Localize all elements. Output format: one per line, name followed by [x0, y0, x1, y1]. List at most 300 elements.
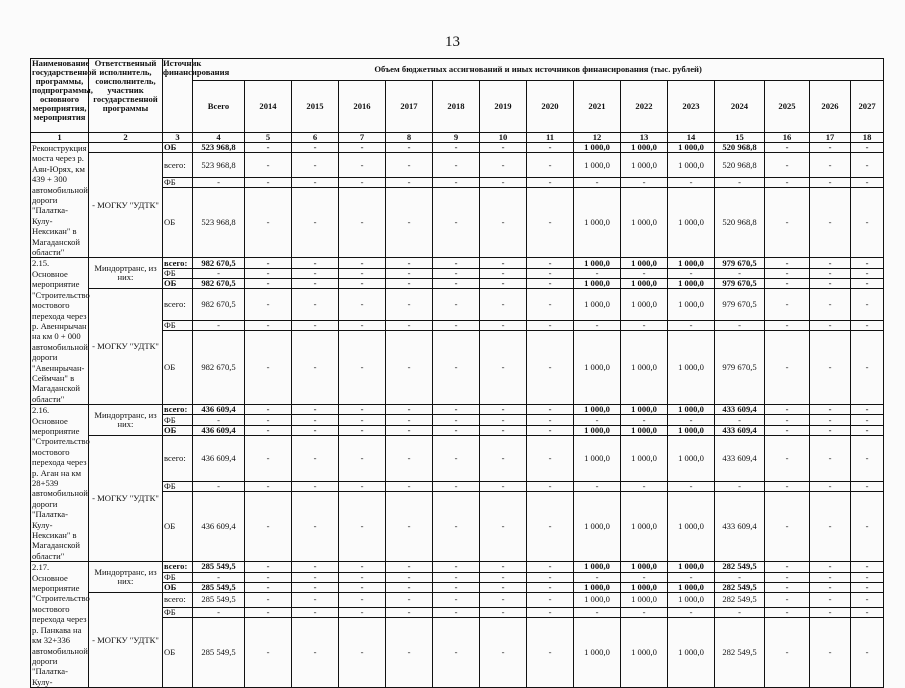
year-value-cell: 1 000,0 [621, 188, 668, 258]
source-cell: всего: [163, 593, 193, 608]
year-value-cell: - [574, 268, 621, 278]
year-value-cell: 1 000,0 [668, 258, 715, 268]
year-value-cell: - [810, 289, 851, 321]
year-value-cell: 1 000,0 [668, 618, 715, 688]
year-value-cell: 1 000,0 [621, 331, 668, 405]
year-value-cell: - [245, 415, 292, 425]
year-value-cell: - [433, 153, 480, 178]
year-value-cell: - [810, 143, 851, 153]
year-value-cell: - [386, 562, 433, 572]
year-value-cell: - [386, 572, 433, 582]
year-value-cell: 1 000,0 [574, 258, 621, 268]
year-value-cell: - [527, 618, 574, 688]
year-value-cell: 1 000,0 [574, 492, 621, 562]
year-value-cell: - [480, 331, 527, 405]
year-value-cell: - [386, 492, 433, 562]
year-value-cell: 1 000,0 [621, 153, 668, 178]
year-value-cell: 1 000,0 [668, 425, 715, 435]
measure-name: 2.15. Основное мероприятие "Строительство мостового перехода через р. Авеннрычан на км 0 + 000 автомобильной дороги "Авеннрычан-Сеймчан" в Магаданской области" [32, 258, 90, 404]
year-value-cell: - [574, 178, 621, 188]
year-value-cell: - [621, 607, 668, 617]
year-value-cell: - [386, 425, 433, 435]
source-cell: ФБ [163, 481, 193, 491]
year-value-cell: - [292, 268, 339, 278]
year-value-cell: - [292, 607, 339, 617]
year-value-cell: - [245, 279, 292, 289]
header-total: Всего [193, 81, 245, 133]
measure-name: 2.17. Основное мероприятие "Строительство мостового перехода через р. Панкава на км 32+336 автомобильной дороги "Палатка-Кулу- [32, 562, 90, 687]
year-value-cell: - [245, 331, 292, 405]
year-value-cell: 520 968,8 [715, 188, 765, 258]
year-value-cell: - [765, 425, 810, 435]
total-cell: - [193, 607, 245, 617]
year-value-cell: 1 000,0 [574, 562, 621, 572]
year-value-cell: 282 549,5 [715, 618, 765, 688]
year-value-cell: - [292, 582, 339, 592]
year-value-cell: - [433, 425, 480, 435]
year-value-cell: - [292, 279, 339, 289]
year-value-cell: - [810, 481, 851, 491]
year-value-cell: - [765, 405, 810, 415]
year-value-cell: - [433, 436, 480, 482]
total-cell: 285 549,5 [193, 562, 245, 572]
year-value-cell: - [433, 143, 480, 153]
year-value-cell: - [386, 153, 433, 178]
year-value-cell: - [245, 562, 292, 572]
year-value-cell: - [810, 258, 851, 268]
year-value-cell: - [339, 143, 386, 153]
year-value-cell: 282 549,5 [715, 582, 765, 592]
total-cell: - [193, 268, 245, 278]
year-value-cell: - [480, 572, 527, 582]
year-value-cell: 1 000,0 [574, 425, 621, 435]
year-value-cell: - [851, 279, 884, 289]
year-value-cell: - [765, 582, 810, 592]
year-value-cell: - [386, 143, 433, 153]
year-value-cell: - [339, 425, 386, 435]
year-value-cell: - [810, 607, 851, 617]
year-value-cell: - [851, 593, 884, 608]
source-cell: ОБ [163, 582, 193, 592]
year-value-cell: - [527, 562, 574, 572]
year-value-cell: 1 000,0 [621, 618, 668, 688]
year-value-cell: - [339, 618, 386, 688]
year-value-cell: - [621, 572, 668, 582]
year-value-cell: - [292, 289, 339, 321]
column-number: 3 [163, 133, 193, 143]
year-value-cell: - [810, 405, 851, 415]
year-value-cell: - [339, 405, 386, 415]
year-value-cell: - [386, 618, 433, 688]
year-value-cell: - [386, 331, 433, 405]
year-value-cell: - [527, 607, 574, 617]
year-value-cell: - [765, 289, 810, 321]
year-value-cell: - [527, 415, 574, 425]
year-value-cell: - [810, 618, 851, 688]
year-value-cell: - [765, 593, 810, 608]
year-value-cell: 1 000,0 [621, 289, 668, 321]
year-value-cell: - [480, 188, 527, 258]
total-cell: - [193, 178, 245, 188]
year-value-cell: 1 000,0 [668, 153, 715, 178]
measure-name: 2.16. Основное мероприятие "Строительство мостового перехода через р. Аган на км 28+539 автомобильной дороги "Палатка-Кулу-Нексикан" в Магаданской области" [32, 405, 90, 561]
year-value-cell: - [851, 320, 884, 330]
year-value-cell: 1 000,0 [668, 188, 715, 258]
year-value-cell: - [851, 289, 884, 321]
header-year: 2018 [433, 81, 480, 133]
source-cell: всего: [163, 436, 193, 482]
year-value-cell: - [480, 481, 527, 491]
year-value-cell: - [527, 436, 574, 482]
year-value-cell: - [851, 425, 884, 435]
table-row [31, 436, 884, 482]
source-cell: всего: [163, 562, 193, 572]
year-value-cell: - [339, 320, 386, 330]
source-cell: ОБ [163, 331, 193, 405]
year-value-cell: - [339, 153, 386, 178]
year-value-cell: - [292, 572, 339, 582]
year-value-cell: - [480, 153, 527, 178]
year-value-cell: - [810, 415, 851, 425]
year-value-cell: - [480, 582, 527, 592]
header-year: 2015 [292, 81, 339, 133]
year-value-cell: - [292, 320, 339, 330]
year-value-cell: - [292, 425, 339, 435]
year-value-cell: - [765, 268, 810, 278]
column-number: 14 [668, 133, 715, 143]
year-value-cell: 1 000,0 [574, 436, 621, 482]
year-value-cell: - [292, 331, 339, 405]
year-value-cell: - [480, 492, 527, 562]
column-number: 9 [433, 133, 480, 143]
year-value-cell: - [765, 178, 810, 188]
year-value-cell: - [668, 320, 715, 330]
year-value-cell: - [292, 188, 339, 258]
year-value-cell: - [339, 415, 386, 425]
year-value-cell: - [480, 436, 527, 482]
year-value-cell: - [668, 572, 715, 582]
header-source: Источник финансирования [163, 59, 193, 133]
year-value-cell: - [851, 188, 884, 258]
year-value-cell: - [386, 289, 433, 321]
column-number: 7 [339, 133, 386, 143]
year-value-cell: - [245, 481, 292, 491]
year-value-cell: - [245, 492, 292, 562]
year-value-cell: - [621, 268, 668, 278]
source-cell: ФБ [163, 415, 193, 425]
year-value-cell: - [245, 572, 292, 582]
year-value-cell: 1 000,0 [668, 593, 715, 608]
year-value-cell: - [527, 582, 574, 592]
year-value-cell: - [527, 289, 574, 321]
year-value-cell: - [292, 562, 339, 572]
year-value-cell: - [851, 582, 884, 592]
year-value-cell: - [851, 258, 884, 268]
header-year: 2016 [339, 81, 386, 133]
year-value-cell: - [433, 582, 480, 592]
total-cell: 523 968,8 [193, 188, 245, 258]
year-value-cell: - [810, 188, 851, 258]
source-cell: ФБ [163, 178, 193, 188]
total-cell: - [193, 415, 245, 425]
year-value-cell: - [851, 607, 884, 617]
year-value-cell: - [810, 582, 851, 592]
total-cell: 285 549,5 [193, 618, 245, 688]
source-cell: ОБ [163, 492, 193, 562]
year-value-cell: - [765, 492, 810, 562]
year-value-cell: 1 000,0 [621, 279, 668, 289]
year-value-cell: - [339, 572, 386, 582]
column-number: 17 [810, 133, 851, 143]
year-value-cell: 1 000,0 [668, 143, 715, 153]
total-cell: - [193, 572, 245, 582]
year-value-cell: - [339, 593, 386, 608]
year-value-cell: - [480, 425, 527, 435]
year-value-cell: - [851, 415, 884, 425]
year-value-cell: - [765, 279, 810, 289]
year-value-cell: - [810, 178, 851, 188]
total-cell: - [193, 481, 245, 491]
year-value-cell: - [668, 178, 715, 188]
year-value-cell: - [480, 258, 527, 268]
table-row [31, 153, 884, 178]
source-cell: всего: [163, 153, 193, 178]
year-value-cell: - [433, 481, 480, 491]
year-value-cell: - [433, 405, 480, 415]
year-value-cell: - [339, 436, 386, 482]
year-value-cell: - [339, 582, 386, 592]
year-value-cell: - [574, 320, 621, 330]
year-value-cell: - [245, 618, 292, 688]
column-number: 5 [245, 133, 292, 143]
year-value-cell: - [433, 593, 480, 608]
source-cell: ФБ [163, 607, 193, 617]
year-value-cell: - [851, 492, 884, 562]
year-value-cell: - [292, 436, 339, 482]
year-value-cell: - [851, 572, 884, 582]
header-name: Наименование государственной программы, подпрограммы, основного мероприятия, мероприятия [31, 59, 89, 133]
year-value-cell: 1 000,0 [574, 143, 621, 153]
year-value-cell: - [386, 405, 433, 415]
table-row [31, 562, 884, 572]
year-value-cell: 520 968,8 [715, 143, 765, 153]
year-value-cell: - [527, 279, 574, 289]
year-value-cell: - [339, 331, 386, 405]
year-value-cell: - [480, 289, 527, 321]
sub-executor: - МОГКУ "УДТК" [89, 436, 163, 562]
year-value-cell: - [245, 320, 292, 330]
year-value-cell: - [715, 320, 765, 330]
source-cell: ОБ [163, 425, 193, 435]
year-value-cell: - [765, 562, 810, 572]
lead-executor: Миндортранс, из них: [89, 562, 163, 593]
year-value-cell: - [527, 492, 574, 562]
year-value-cell: - [527, 405, 574, 415]
header-year: 2020 [527, 81, 574, 133]
year-value-cell: 433 609,4 [715, 436, 765, 482]
year-value-cell: - [386, 607, 433, 617]
year-value-cell: - [810, 268, 851, 278]
header-year: 2021 [574, 81, 621, 133]
sub-executor: - МОГКУ "УДТК" [89, 153, 163, 258]
year-value-cell: - [245, 425, 292, 435]
year-value-cell: - [433, 607, 480, 617]
year-value-cell: 1 000,0 [621, 562, 668, 572]
column-number: 10 [480, 133, 527, 143]
year-value-cell: - [433, 618, 480, 688]
year-value-cell: - [292, 618, 339, 688]
year-value-cell: - [386, 481, 433, 491]
year-value-cell: - [527, 268, 574, 278]
total-cell: 982 670,5 [193, 279, 245, 289]
total-cell: 982 670,5 [193, 258, 245, 268]
year-value-cell: - [668, 481, 715, 491]
year-value-cell: 433 609,4 [715, 425, 765, 435]
year-value-cell: - [433, 289, 480, 321]
year-value-cell: - [245, 436, 292, 482]
year-value-cell: 1 000,0 [621, 436, 668, 482]
column-number: 8 [386, 133, 433, 143]
year-value-cell: - [480, 405, 527, 415]
total-cell: 436 609,4 [193, 405, 245, 415]
total-cell: 436 609,4 [193, 425, 245, 435]
lead-executor: Миндортранс, из них: [89, 258, 163, 289]
year-value-cell: 282 549,5 [715, 562, 765, 572]
year-value-cell: - [621, 481, 668, 491]
year-value-cell: - [292, 178, 339, 188]
year-value-cell: 1 000,0 [574, 279, 621, 289]
year-value-cell: - [433, 572, 480, 582]
source-cell: ФБ [163, 572, 193, 582]
year-value-cell: - [851, 405, 884, 415]
total-cell: - [193, 320, 245, 330]
header-year: 2024 [715, 81, 765, 133]
year-value-cell: - [527, 320, 574, 330]
year-value-cell: - [480, 178, 527, 188]
year-value-cell: - [574, 607, 621, 617]
year-value-cell: - [851, 268, 884, 278]
year-value-cell: - [810, 492, 851, 562]
year-value-cell: - [851, 331, 884, 405]
source-cell: ОБ [163, 279, 193, 289]
year-value-cell: - [527, 188, 574, 258]
year-value-cell: - [715, 415, 765, 425]
year-value-cell: - [715, 481, 765, 491]
total-cell: 523 968,8 [193, 153, 245, 178]
year-value-cell: - [765, 436, 810, 482]
year-value-cell: - [292, 258, 339, 268]
year-value-cell: - [621, 178, 668, 188]
header-year: 2019 [480, 81, 527, 133]
year-value-cell: 979 670,5 [715, 279, 765, 289]
header-year: 2023 [668, 81, 715, 133]
column-number: 2 [89, 133, 163, 143]
year-value-cell: - [621, 320, 668, 330]
source-cell: ОБ [163, 143, 193, 153]
year-value-cell: - [851, 481, 884, 491]
year-value-cell: - [765, 331, 810, 405]
year-value-cell: - [245, 405, 292, 415]
year-value-cell: - [668, 607, 715, 617]
table-row [31, 258, 884, 268]
year-value-cell: - [810, 562, 851, 572]
year-value-cell: 1 000,0 [574, 188, 621, 258]
year-value-cell: 1 000,0 [574, 593, 621, 608]
year-value-cell: - [480, 268, 527, 278]
year-value-cell: - [527, 481, 574, 491]
year-value-cell: - [433, 279, 480, 289]
year-value-cell: 1 000,0 [574, 618, 621, 688]
year-value-cell: 520 968,8 [715, 153, 765, 178]
total-cell: 436 609,4 [193, 492, 245, 562]
year-value-cell: - [810, 572, 851, 582]
header-executor: Ответственный исполнитель, соисполнитель, участник государственной программы [89, 59, 163, 133]
year-value-cell: - [339, 289, 386, 321]
year-value-cell: - [480, 562, 527, 572]
year-value-cell: - [810, 425, 851, 435]
year-value-cell: - [339, 562, 386, 572]
lead-executor: Миндортранс, из них: [89, 405, 163, 436]
year-value-cell: 1 000,0 [668, 331, 715, 405]
header-year: 2017 [386, 81, 433, 133]
year-value-cell: - [386, 258, 433, 268]
year-value-cell: - [386, 279, 433, 289]
year-value-cell: - [386, 178, 433, 188]
source-cell: всего: [163, 405, 193, 415]
source-cell: ФБ [163, 320, 193, 330]
year-value-cell: - [765, 188, 810, 258]
year-value-cell: - [810, 593, 851, 608]
year-value-cell: - [810, 436, 851, 482]
year-value-cell: - [433, 415, 480, 425]
financing-table [30, 58, 884, 688]
header-volume: Объем бюджетных ассигнований и иных источников финансирования (тыс. рублей) [193, 59, 884, 81]
year-value-cell: - [621, 415, 668, 425]
total-cell: 436 609,4 [193, 436, 245, 482]
column-number: 12 [574, 133, 621, 143]
year-value-cell: - [292, 492, 339, 562]
year-value-cell: - [527, 593, 574, 608]
year-value-cell: - [765, 618, 810, 688]
table-row [31, 289, 884, 321]
year-value-cell: - [527, 331, 574, 405]
year-value-cell: 1 000,0 [574, 153, 621, 178]
year-value-cell: - [765, 143, 810, 153]
year-value-cell: - [433, 492, 480, 562]
total-cell: 982 670,5 [193, 331, 245, 405]
year-value-cell: - [851, 153, 884, 178]
year-value-cell: - [851, 562, 884, 572]
year-value-cell: - [765, 607, 810, 617]
column-number: 18 [851, 133, 884, 143]
year-value-cell: - [292, 405, 339, 415]
year-value-cell: - [715, 178, 765, 188]
year-value-cell: - [245, 289, 292, 321]
year-value-cell: 979 670,5 [715, 331, 765, 405]
total-cell: 982 670,5 [193, 289, 245, 321]
year-value-cell: 433 609,4 [715, 405, 765, 415]
source-cell: ОБ [163, 188, 193, 258]
year-value-cell: 282 549,5 [715, 593, 765, 608]
year-value-cell: - [245, 582, 292, 592]
year-value-cell: - [245, 178, 292, 188]
column-number: 16 [765, 133, 810, 143]
page-number: 13 [445, 34, 460, 50]
year-value-cell: - [480, 593, 527, 608]
year-value-cell: 1 000,0 [668, 289, 715, 321]
year-value-cell: 1 000,0 [574, 289, 621, 321]
year-value-cell: 1 000,0 [668, 436, 715, 482]
